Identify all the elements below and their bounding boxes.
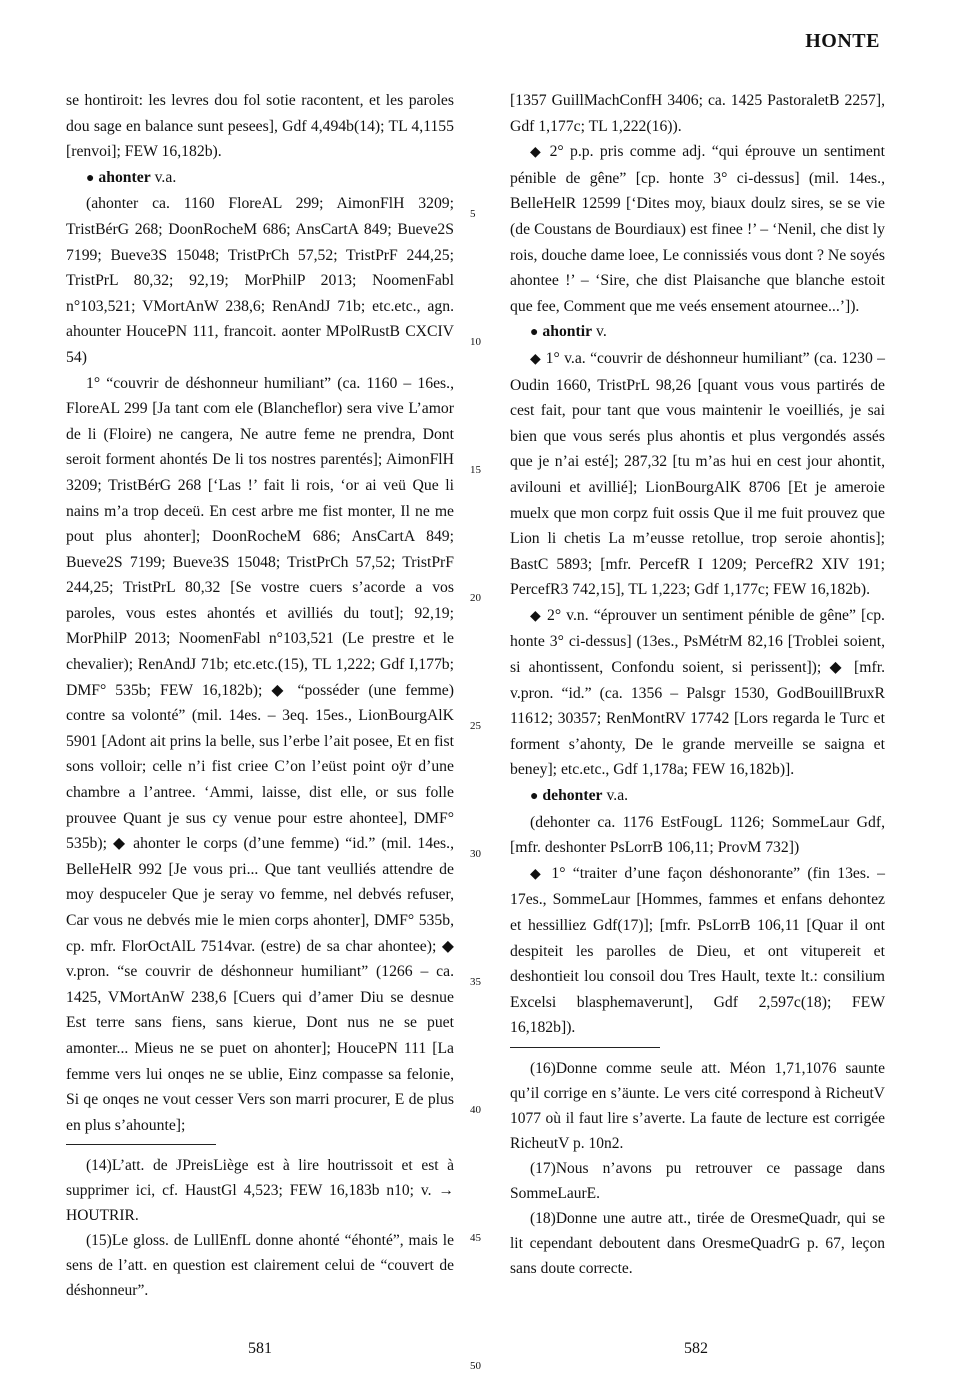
headword-pos: v. [592,323,607,341]
bullet-icon: ● [530,325,539,341]
line-number: 45 [470,1232,481,1244]
sense-1-ahonter: 1° “couvrir de déshonneur humiliant” (ca. 1160 – 16es., FloreAL 299 [Ja tant com ele (Blancheflor) sera vive L’amor de li (Floire) ne cangera, Ne autre feme ne prendra, Dont seroit forment ahontés De li tos nostres parentés]; AimonFlH 3209; TristBérG 268 [‘Las !’ fait li rois, ‘or ai veü Que li nains m’a trop deceü. En cest arbre me fist monter, Il ne me pout plus ahonter]; DoonRocheM 686; AnsCartA 849; Bueve2S 7199; Bueve3S 15048; TristPrCh 57,52; TristPrF 244,25; TristPrL 80,32 [Se vostre cuers s’acorde a vos paroles, vous estes ahontés et avilliés du tout]; 92,19; MorPhilP 2013; NoomenFabl n°103,521 (Le prestre et le chevalier); RenAndJ 71b; etc.etc.(15), TL 1,222; Gdf I,177b; DMF° 535b; FEW 16,182b); ◆ “posséder (une femme) contre sa volonté” (mil. 14es. – 3eq. 15es., LionBourgAlK 5901 [Adont ait prins la belle, sus l’erbe l’ait posee, Et en fist sons volloir; celle n’i fist criee C’on l’eüst point oÿr d’une chambre a l’antree. ‘Ammi, laisse, dist elle, or sus folle prouvee Quant je sus cy venue pour estre ahontee], DMF° 535b); ◆ ahonter le corps (d’une femme) “id.” (mil. 14es., BelleHelR 992 [Je vous pri... Que tant veulliés attendre de moy despuceler Que je seray vo femme, nel debvés refuser, Car vous ne debvés mie le mien corps ahonter], DMF° 535b, cp. mfr. FlorOctAlL 7514var. (estre) de sa char ahontee); ◆ v.pron. “se couvrir de déshonneur humiliant” (1266 – ca. 1425, VMortAnW 238,6 [Cuers qui d’amer Diu se desnue Est terre sans fiens, sans kierue, Dont nus ne se puet amonter... Mieus ne se puet on ahonter]; HoucePN 111 [La femme vers lui onqes ne se ublie, Einz compasse sa felonie, Si qe onqes ne vout cesser Vers son marri procurer, E de plus en plus s’ahounte]; [66,374,454,1134]
entry-continuation: se hontiroit: les levres dou fol sotie racontent, et les paroles dou sage en balance sunt pesees], Gdf 4,494b(14); TL 4,1155 [renvoi]; FEW 16,182b). [66,92,454,161]
page-number-right: 582 [684,1340,708,1357]
sense-1-ahontir [510,346,885,603]
headword-pos: v.a. [150,168,177,186]
sense-2-ahonter [510,139,885,319]
sense-text: 2° v.n. “éprouver un sentiment pénible de gêne” [cp. honte 3° ci-dessus] (13es., PsMétrM 82,16 [Troblei soient, si ahontissent, Confondu soient, si perissent]); ◆ [mfr. v.pron. “id.” (ca. 1356 – Palsgr 1530, GodBouillBruxR 11612; 30357; RenMontRV 17742 [Lors regarda le Turc et forment s’ahonty, De le grande merveille se saigna et beney]; etc.etc., Gdf 1,178a; FEW 16,182b)]. [510,606,885,779]
diamond-icon: ◆ [530,866,545,882]
right-column [510,88,885,1281]
bullet-icon: ● [86,170,95,186]
line-number: 30 [470,848,481,860]
running-head: HONTE [805,30,880,52]
headword-ahontir: ahontir [542,323,593,341]
line-number: 15 [470,464,481,476]
sense-text: 1° v.a. “couvrir de déshonneur humiliant” (ca. 1230 – Oudin 1660, TristPrL 98,26 [quant vous vous partirés de cest fait, pour tant que vous maintenir le voeilliés, je sai bien que vous serés plus ahontis et plus vergondés assés que je n’ai esté]; 287,32 [tu m’as hui en cest jour ahontit, avilouni et avillié]; LionBourgAlK 8706 [Et je ameroie muelx que mon corpz fuit ossis Que il me fuit prouvez que Lion li chetis La m’eusse retollue, trop seroie ahontis]; BastC 5893; [mfr. PercefR I 1209; PercefR2 XIV 191; PercefR3 742,15], TL 1,223; Gdf 1,177c; FEW 16,182b). [510,349,886,599]
line-number: 25 [470,720,481,732]
diamond-icon: ◆ [530,608,542,624]
footnote-17: (17)Nous n’avons pu retrouver ce passage dans SommeLaurE. [510,1159,885,1202]
entry-heading-ahonter [66,165,454,192]
sense-text: 2° p.p. pris comme adj. “qui éprouve un sentiment pénible de gêne” [cp. honte 3° ci-dessus] (mil. 14es., BelleHelR 12599 [‘Dites moy, biaux doulz sires, se se vie (de Coustans de Bourdiaux) est finee !’ – ‘Nenil, che dist ly rois, douche dame loee, Le connissiés vous dont ? Ne soyés ahontee !’ – ‘Sire, che dist Plaisanche que blanche estoit que fee, Comment que me veés ensement atournee...’]). [510,143,885,315]
sense-text: 1° “traiter d’une façon déshonorante” (fin 13es. – 17es., SommeLaur [Hommes, fammes et enfans dehontez et hessilliez Gdf(17)]; [mfr. PsLorrB 106,11 [Quar il ont despiteit les parolles de Dieu, et ont vitupereit et deshontieit lou consoil dou Tres Hault, texte lt.: consilium Excelsi blasphemaverunt], Gdf 2,597c(18); FEW 16,182b]). [510,864,886,1037]
line-number: 35 [470,976,481,988]
headword-ahonter: ahonter [98,168,151,186]
headword-pos: v.a. [602,787,629,805]
footnote-15: (15)Le gloss. de LullEnfL donne ahonté “éhonté”, mais le sens de l’att. en question est clairement celui de “couvert de déshonneur”. [66,1232,454,1300]
page-number-left: 581 [248,1340,272,1357]
footnote-14: (14)L’att. de JPreisLiège est à lire houtrissoit et est à supprimer ici, cf. HaustGl 4,523; FEW 16,183b n10; v. → HOUTRIR. [66,1157,454,1225]
entry-continuation: [1357 GuillMachConfH 3406; ca. 1425 PastoraletB 2257], Gdf 1,177c; TL 1,222(16)). [510,92,885,135]
forms-dehonter: (dehonter ca. 1176 EstFougL 1126; SommeLaur Gdf, [mfr. deshonter PsLorrB 106,11; ProvM 732]) [510,813,885,857]
bullet-icon: ● [530,789,539,805]
diamond-icon: ◆ [530,145,544,161]
line-number: 5 [470,208,476,220]
entry-heading-ahontir [510,319,885,346]
headword-dehonter: dehonter [542,787,603,805]
line-number: 10 [470,336,481,348]
footnote-rule [510,1047,660,1048]
line-number: 20 [470,592,481,604]
left-column [66,88,454,1303]
footnote-rule [66,1144,216,1145]
entry-heading-dehonter [510,783,885,810]
forms-ahonter: (ahonter ca. 1160 FloreAL 299; AimonFlH 3209; TristBérG 268; DoonRocheM 686; AnsCartA 849; Bueve2S 7199; Bueve3S 15048; TristPrCh 57,52; TristPrF 244,25; TristPrL 80,32; 92,19; MorPhilP 2013; NoomenFabl n°103,521; VMortAnW 238,6; RenAndJ 71b; etc.etc., agn. ahounter HoucePN 111, francoit. aonter MPolRustB CXCIV 54) [66,195,454,366]
line-number: 40 [470,1104,481,1116]
sense-2-ahontir [510,603,885,783]
sense-1-dehonter [510,861,885,1041]
footnote-18: (18)Donne une autre att., tirée de OresmeQuadr, qui se lit cependant deboutent dans OresmeQuadrG p. 67, leçon sans doute correcte. [510,1209,885,1277]
line-number: 50 [470,1360,481,1372]
diamond-icon: ◆ [530,351,542,367]
footnote-16: (16)Donne comme seule att. Méon 1,71,1076 saunte qu’il corrige en s’äunte. Le vers cité correspond à RicheutV 1077 où il faut lire s’averte. La faute de lecture est corrigée RicheutV p. 10n2. [510,1059,885,1152]
